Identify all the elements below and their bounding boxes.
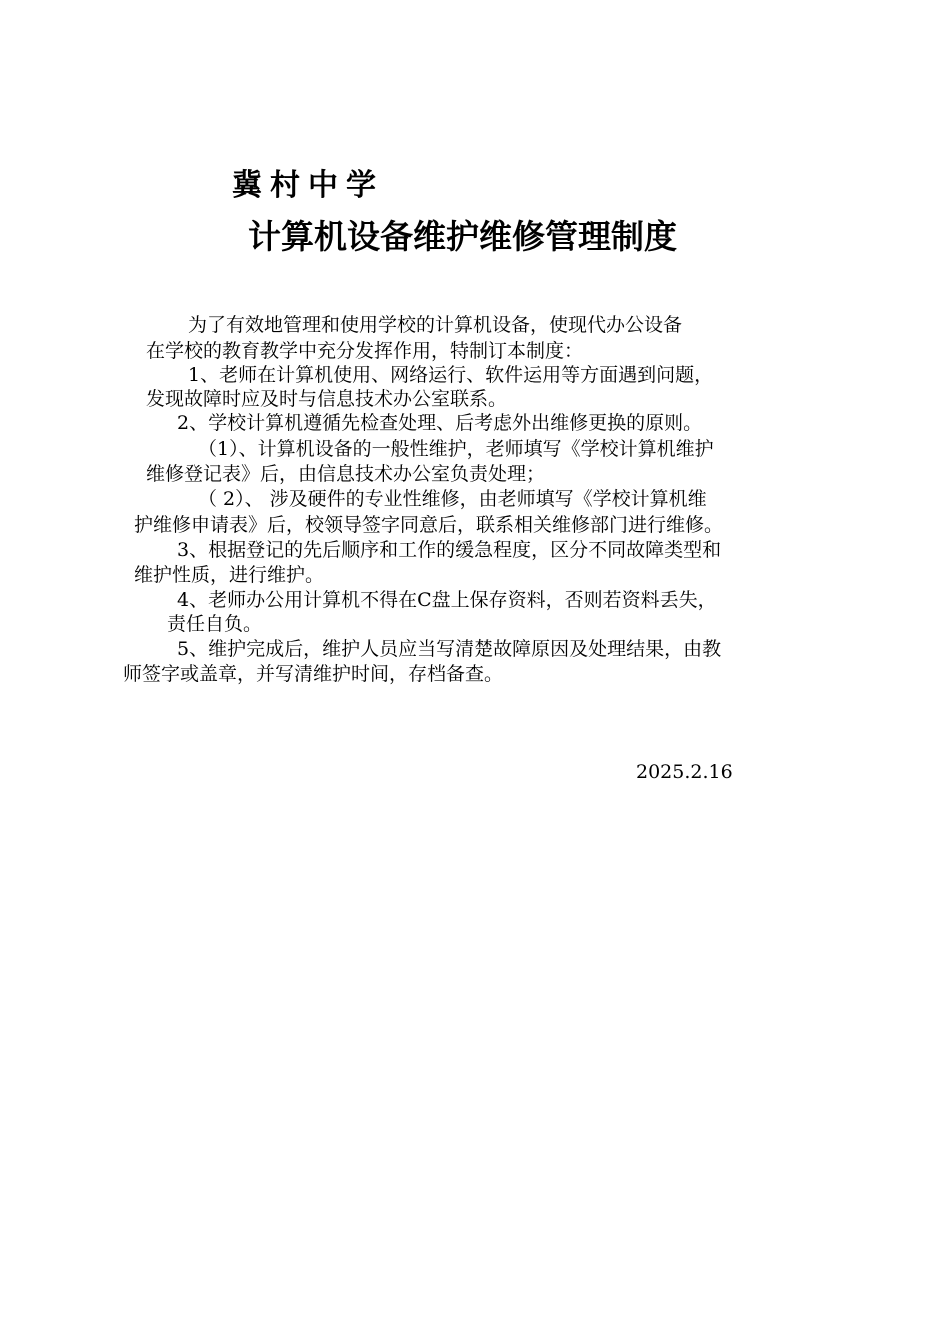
paragraph-line: 5、维护完成后，维护人员应当写清楚故障原因及处理结果，由教 <box>177 638 722 660</box>
paragraph-line: 1、老师在计算机使用、网络运行、软件运用等方面遇到问题， <box>188 364 714 386</box>
paragraph-line: 护维修申请表》后，校领导签字同意后，联系相关维修部门进行维修。 <box>134 514 724 536</box>
paragraph-line: （ 2）、 涉及硬件的专业性维修，由老师填写《学校计算机维 <box>198 488 707 510</box>
paragraph-line: 为了有效地管理和使用学校的计算机设备，使现代办公设备 <box>188 314 683 336</box>
paragraph-line: 2、学校计算机遵循先检查处理、后考虑外出维修更换的原则。 <box>177 412 703 434</box>
paragraph-line: 3、根据登记的先后顺序和工作的缓急程度，区分不同故障类型和 <box>177 539 722 561</box>
paragraph-line: 4、老师办公用计算机不得在C盘上保存资料，否则若资料丢失， <box>177 589 717 611</box>
paragraph-line: 责任自负。 <box>167 613 263 635</box>
paragraph-line: 维修登记表》后，由信息技术办公室负责处理； <box>146 463 546 485</box>
school-name: 冀村中学 <box>232 168 384 203</box>
page-title: 计算机设备维护维修管理制度 <box>248 217 677 256</box>
paragraph-line: （1）、计算机设备的一般性维护，老师填写《学校计算机维护 <box>198 438 714 460</box>
paragraph-line: 维护性质，进行维护。 <box>134 564 325 586</box>
paragraph-line: 师签字或盖章，并写清维护时间，存档备查。 <box>123 663 504 685</box>
paragraph-line: 发现故障时应及时与信息技术办公室联系。 <box>146 388 508 410</box>
document-date: 2025.2.16 <box>636 761 733 783</box>
paragraph-line: 在学校的教育教学中充分发挥作用，特制订本制度： <box>146 340 584 362</box>
